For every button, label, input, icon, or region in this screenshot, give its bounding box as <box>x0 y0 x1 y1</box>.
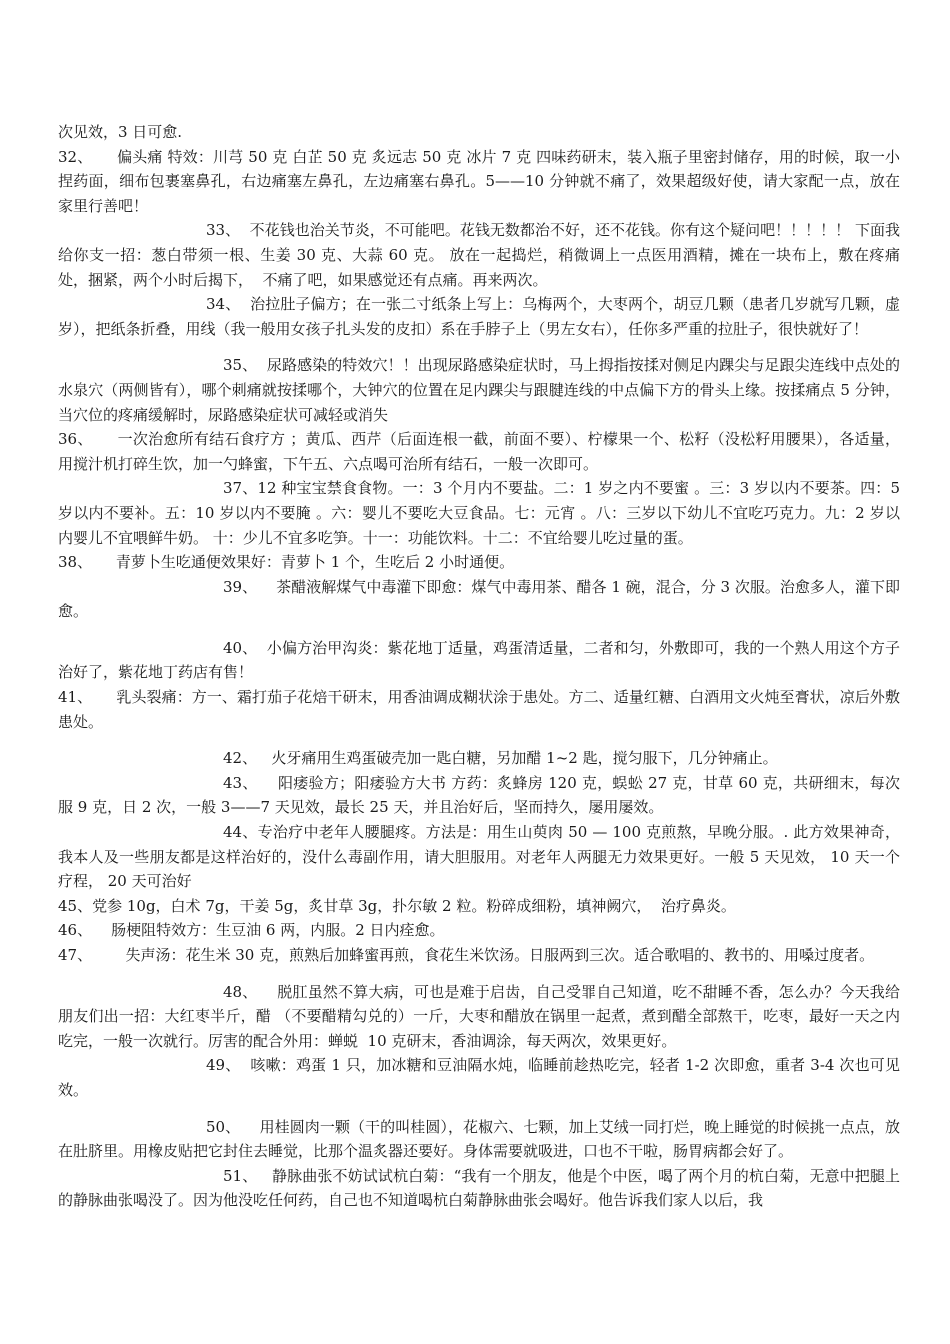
paragraph-40: 40、 小偏方治甲沟炎：紫花地丁适量，鸡蛋清适量，二者和匀，外敷即可，我的一个熟人用这个方子治好了，紫花地丁药店有售！ <box>58 638 900 682</box>
paragraph-43: 43、 阳痿验方；阳痿验方大书 方药：炙蜂房 120 克，蜈蚣 27 克，甘草 60 克，共研细末，每次服 9 克，日 2 次，一般 3——7 天见效，最长 25 天，并且治好后，坚而持久，屡用屡效。 <box>58 773 900 817</box>
paragraph-32: 32、 偏头痛 特效：川芎 50 克 白芷 50 克 炙远志 50 克 冰片 7 克 四味药研末，装入瓶子里密封储存，用的时候，取一小捏药面，细布包裹塞鼻孔，右边痛塞左鼻孔，左边痛塞右鼻孔。5——10 分钟就不痛了，效果超级好使，请大家配一点，放在家里行善吧！ <box>58 147 900 215</box>
paragraph-50: 50、 用桂圆肉一颗（干的叫桂圆），花椒六、七颗，加上艾绒一同打烂，晚上睡觉的时候挑一点点，放在肚脐里。用橡皮贴把它封住去睡觉，比那个温炙器还要好。身体需要就吸进，口也不干啦，肠胃病都会好了。 <box>58 1117 900 1161</box>
paragraph-36: 36、 一次治愈所有结石食疗方 ；黄瓜、西芹（后面连根一截，前面不要）、柠檬果一个、松籽（没松籽用腰果），各适量，用搅汁机打碎生饮，加一勺蜂蜜，下午五、六点喝可治所有结石，一般一次即可。 <box>58 430 900 473</box>
paragraph-47: 47、 失声汤：花生米 30 克，煎熟后加蜂蜜再煎，食花生米饮汤。日服两到三次。适合歌唱的、教书的、用嗓过度者。 <box>58 946 875 964</box>
paragraph-38: 38、 青萝卜生吃通便效果好：青萝卜 1 个，生吃后 2 小时通便。 <box>58 553 515 572</box>
paragraph-42: 42、 火牙痛用生鸡蛋破壳加一匙白糖，另加醋 1~2 匙，搅匀服下，几分钟痛止。 <box>223 749 778 768</box>
paragraph-35: 35、 尿路感染的特效穴！！出现尿路感染症状时，马上拇指按揉对侧足内踝尖与足跟尖连线中点处的水泉穴（两侧皆有），哪个刺痛就按揉哪个，大钟穴的位置在足内踝尖与跟腱连线的中点偏下方的骨头上缘。按揉痛点 5 分钟，当穴位的疼痛缓解时，尿路感染症状可减轻或消失 <box>58 356 900 424</box>
paragraph-33: 33、 不花钱也治关节炎，不可能吧。花钱无数都治不好，还不花钱。你有这个疑问吧！！！！！ 下面我给你支一招：葱白带须一根、生姜 30 克、大蒜 60 克。 放在一起捣烂，稍微调上一点医用酒精，摊在一块布上，敷在疼痛处，捆紧，两个小时后揭下， 不痛了吧，如果感觉还有点痛。再来两次。 <box>58 221 900 289</box>
paragraph-37: 37、12 种宝宝禁食食物。一：3 个月内不要盐。二：1 岁之内不要蜜 。三：3 岁以内不要茶。四：5 岁以内不要补。五：10 岁以内不要腌 。六：婴儿不要吃大豆食品。七：元宵 。八：三岁以下幼儿不宜吃巧克力。九：2 岁以内婴儿不宜喂鲜牛奶。 十：少儿不宜多吃笋。十一：功能饮料。十二：不宜给婴儿吃过量的蛋。 <box>58 479 905 547</box>
paragraph-44: 44、专治疗中老年人腰腿疼。方法是：用生山萸肉 50 — 100 克煎熬，早晚分服。. 此方效果神奇，我本人及一些朋友都是这样治好的，没什么毒副作用，请大胆服用。对老年人两腿无力效果更好。一般 5 天见效， 10 天一个疗程， 20 天可治好 <box>58 823 900 891</box>
paragraph-51: 51、 静脉曲张不妨试试杭白菊：“我有一个朋友，他是个中医，喝了两个月的杭白菊，无意中把腿上的静脉曲张喝没了。因为他没吃任何药，自己也不知道喝杭白菊静脉曲张会喝好。他告诉我们家人以后，我 <box>58 1166 900 1210</box>
paragraph-48: 48、 脱肛虽然不算大病，可也是难于启齿，自己受罪自己知道，吃不甜睡不香，怎么办？今天我给朋友们出一招：大红枣半斤，醋 （不要醋精勾兑的）一斤，大枣和醋放在锅里一起煮，煮到醋全部熬干，吃枣，最好一天之内吃完，一般一次就行。厉害的配合外用：蝉蜕 10 克研末，香油调涂，每天两次，效果更好。 <box>58 982 900 1050</box>
paragraph-39: 39、 茶醋液解煤气中毒灌下即愈：煤气中毒用茶、醋各 1 碗，混合，分 3 次服。治愈多人，灌下即愈。 <box>58 577 900 621</box>
paragraph-45: 45、党参 10g，白术 7g，干姜 5g，炙甘草 3g，扑尔敏 2 粒。粉碎成细粉，填神阙穴， 治疗鼻炎。 <box>58 896 736 915</box>
paragraph-41: 41、 乳头裂痛：方一、霜打茄子花焙干研末，用香油调成糊状涂于患处。方二、适量红糖、白酒用文火炖至膏状，凉后外敷患处。 <box>58 688 900 731</box>
paragraph-46: 46、 肠梗阻特效方：生豆油 6 两，内服。2 日内痊愈。 <box>58 921 445 940</box>
document-page <box>58 120 905 1213</box>
paragraph-49: 49、 咳嗽：鸡蛋 1 只，加冰糖和豆油隔水炖，临睡前趁热吃完，轻者 1-2 次即愈，重者 3-4 次也可见效。 <box>58 1056 900 1099</box>
paragraph-34: 34、 治拉肚子偏方；在一张二寸纸条上写上：乌梅两个，大枣两个，胡豆几颗（患者几岁就写几颗，虚岁），把纸条折叠，用线（我一般用女孩子扎头发的皮扣）系在手脖子上（男左女右），任你多严重的拉肚子，很快就好了！ <box>58 295 900 338</box>
paragraph-31-end: 次见效，3 日可愈. <box>58 123 183 141</box>
